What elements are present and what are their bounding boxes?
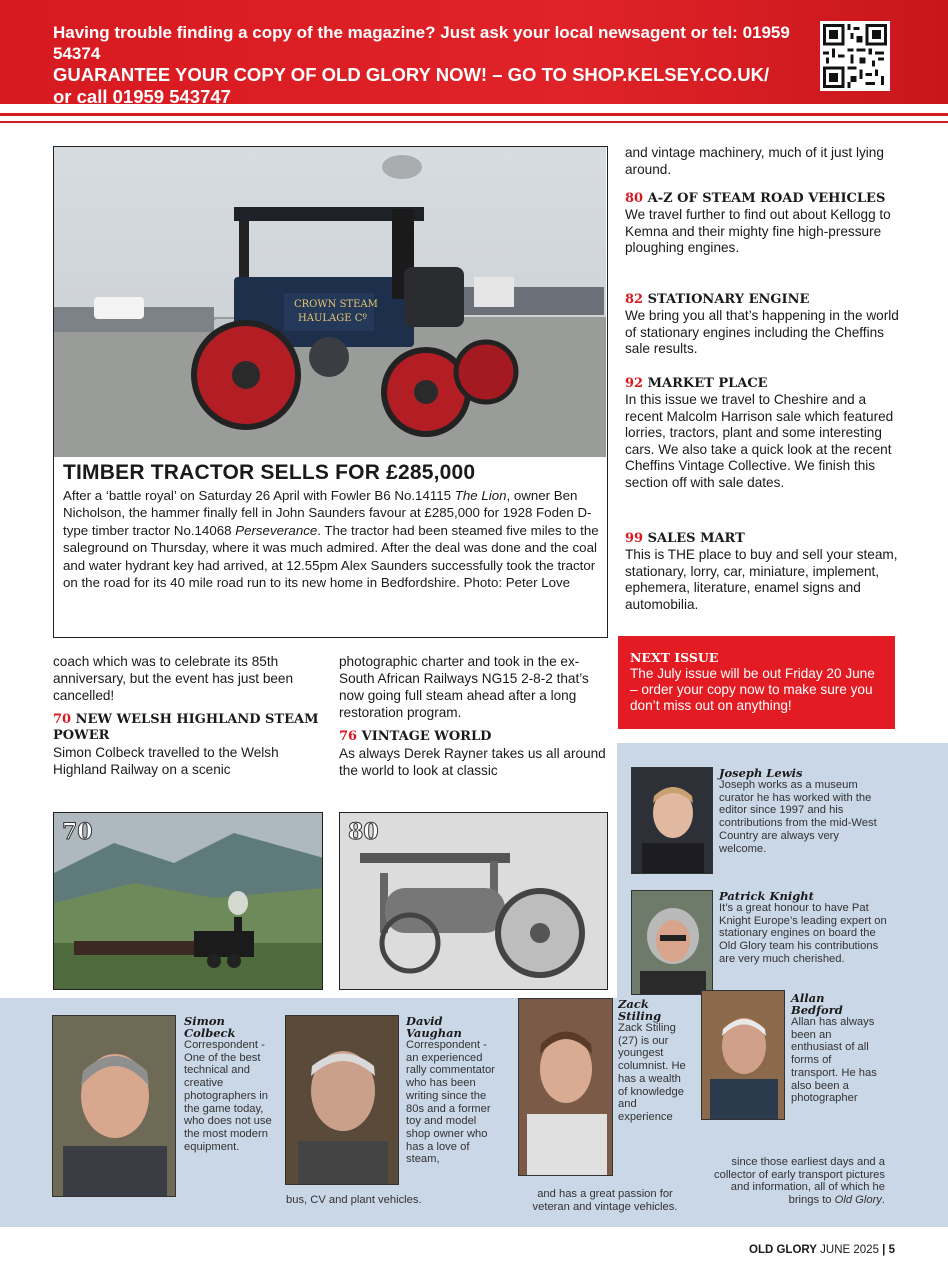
contributors-panel-right [617,743,948,998]
footer-issue: JUNE 2025 [820,1244,879,1256]
section-82-title: STATIONARY ENGINE [647,292,810,307]
text-zack-stiling-end: and has a great passion for veteran and vintage vehicles. [532,1188,678,1213]
section-80 [625,191,900,257]
column-2-intro: photographic charter and took in the ex-South African Railways NG15 2-8-2 that’s now going full steam ahead after a long restoration program. [339,654,589,720]
name-allan-first: Allan [791,991,825,1005]
text-allan-bedford-end [700,1156,885,1207]
section-82 [625,292,900,358]
bio-simon-colbeck [184,1015,274,1153]
top-banner [0,0,948,107]
text-allan-old-glory: Old Glory [834,1194,882,1207]
text-allan-bedford: Allan has always been an enthusiast of all forms of transport. He has also been a photographer [791,1016,877,1105]
section-76-heading [339,729,611,745]
feature-body-part3: . The tractor had been steamed five miles to the saleground on Thursday, where it was much admired. After the deal was done and the coal and water hydrant key had arrived, at 12.55pm Alex Saunders successfully took the tractor on the road for its 40 mile road run to its new home in Bedfordshire. Photo: Peter Love [63,522,599,591]
section-82-number: 82 [625,292,644,307]
column-1 [53,653,325,778]
column-2 [339,653,611,779]
portrait-allan-bedford [701,990,785,1120]
red-rule [0,113,948,116]
section-70-body: Simon Colbeck travelled to the Welsh Highland Railway on a scenic [53,745,279,777]
section-92 [625,376,900,492]
section-99-title: SALES MART [647,531,745,546]
section-76-number: 76 [339,729,358,744]
banner-guarantee-line[interactable]: GUARANTEE YOUR COPY OF OLD GLORY NOW! – GO TO SHOP.KELSEY.CO.UK/ [53,64,770,85]
section-92-body: In this issue we travel to Cheshire and a recent Malcolm Harrison sale which featured lorries, tractors, plant and some interesting cars. We also take a quick look at the recent Cheffins Vintage Collective. We finish this section off with sale dates. [625,392,894,490]
photo-welsh-highland-train [53,812,323,990]
section-70-title: NEW WELSH HIGHLAND STEAM POWER [53,712,319,743]
section-80-heading [625,191,900,207]
text-david-vaughan: Correspondent - an experienced rally commentator who has been writing since the 80s and a former toy and model shop owner who has a love of steam, [406,1039,495,1166]
feature-body-lion: The Lion [454,488,507,503]
footer-page-number: 5 [888,1244,895,1256]
bio-allan-bedford [791,992,881,1105]
next-issue-title: NEXT ISSUE [630,650,719,665]
portrait-joseph-lewis [631,767,713,874]
photo-badge-70: 70 [62,819,93,845]
banner-phone-line: or call 01959 543747 [53,86,231,107]
name-simon-last: Colbeck [184,1026,236,1040]
banner-text [53,22,813,108]
section-92-heading [625,376,900,392]
section-76-body: As always Derek Rayner takes us all around the world to look at classic [339,746,606,778]
feature-photo-steam-tractor [54,147,606,457]
text-joseph-lewis: Joseph works as a museum curator he has worked with the editor since 1997 and his contributions from the mid-West Country are always very welcome. [719,779,877,855]
name-zack-last: Stiling [618,1009,662,1023]
feature-body-part2: , owner Ben Nicholson, the hammer finally fell in John Saunders favour at £285,000 for 1928 Foden D-type timber tractor No.14068 [63,488,592,538]
name-david-last: Vaughan [406,1026,462,1040]
section-80-number: 80 [625,191,644,206]
portrait-patrick-knight [631,890,713,995]
section-76-title: VINTAGE WORLD [361,729,492,744]
tractor-sign-line1: CROWN STEAM [294,299,378,310]
section-92-title: MARKET PLACE [647,376,768,391]
feature-box [53,146,608,638]
bio-patrick-knight [719,890,889,966]
section-99-number: 99 [625,531,644,546]
tractor-sign-line2: HAULAGE Cº [298,313,368,324]
column-1-intro: coach which was to celebrate its 85th anniversary, but the event has just been cancelled! [53,654,294,703]
photo-badge-80: 80 [348,819,379,845]
section-70-heading [53,712,325,744]
section-99-heading [625,531,900,547]
portrait-simon-colbeck [52,1015,176,1197]
text-patrick-knight: It’s a great honour to have Pat Knight Europe’s leading expert on stationary engines on board the Old Glory team his contributions are very much cherished. [719,902,887,965]
text-allan-end-a: since those earliest days and a collector of early transport pictures and information, all of which he brings to [714,1156,885,1207]
next-issue-box [618,636,895,729]
section-82-heading [625,292,900,308]
text-david-vaughan-end: bus, CV and plant vehicles. [286,1194,422,1206]
text-simon-colbeck: Correspondent - One of the best technical and creative photographers in the game today, who does not use the most modern equipment. [184,1039,272,1153]
name-simon-first: Simon [184,1014,225,1028]
text-allan-period: . [881,1194,885,1207]
text-zack-stiling: Zack Stiling (27) is our youngest columnist. He has a wealth of knowledge and experience [618,1022,686,1123]
footer-separator: | [882,1244,886,1256]
section-82-body: We bring you all that’s happening in the world of stationary engines including the Cheffins sale results. [625,308,899,357]
name-david-first: David [406,1014,443,1028]
next-issue-body: The July issue will be out Friday 20 June – order your copy now to make sure you don’t miss out on anything! [630,666,875,713]
section-80-body: We travel further to find out about Kellogg to Kemna and their mighty fine high-pressure ploughing engines. [625,207,891,256]
feature-title: TIMBER TRACTOR SELLS FOR £285,000 [63,461,476,484]
feature-body [63,487,601,591]
section-70-number: 70 [53,712,72,727]
section-99 [625,531,900,613]
photo-steam-road-vehicle-archive [339,812,608,990]
feature-body-perseverance: Perseverance [235,522,318,538]
bio-zack-stiling [618,998,688,1124]
qr-code[interactable] [820,21,890,91]
name-joseph-lewis: Joseph Lewis [719,766,803,780]
bio-joseph-lewis [719,767,889,855]
banner-newsagent-line: Having trouble finding a copy of the magazine? Just ask your local newsagent or tel: 01959 54374 [53,23,790,63]
portrait-zack-stiling [518,998,613,1176]
contributors-panel-bottom [0,991,948,1227]
section-99-body: This is THE place to buy and sell your steam, stationary, lorry, car, miniature, implement, ephemera, literature, enamel signs and automobilia. [625,547,898,612]
section-80-title: A-Z OF STEAM ROAD VEHICLES [647,191,886,206]
name-patrick-knight: Patrick Knight [719,889,814,903]
name-allan-last: Bedford [791,1003,843,1017]
right-column-intro: and vintage machinery, much of it just lying around. [625,145,884,177]
footer-magazine-name: OLD GLORY [749,1244,817,1256]
feature-body-part1: After a ‘battle royal’ on Saturday 26 April with Fowler B6 No.14115 [63,488,455,503]
bio-david-vaughan [406,1015,498,1166]
red-rule-thin [0,121,948,123]
name-zack-first: Zack [618,997,649,1011]
page-footer [749,1244,895,1256]
section-92-number: 92 [625,376,644,391]
portrait-david-vaughan [285,1015,399,1185]
